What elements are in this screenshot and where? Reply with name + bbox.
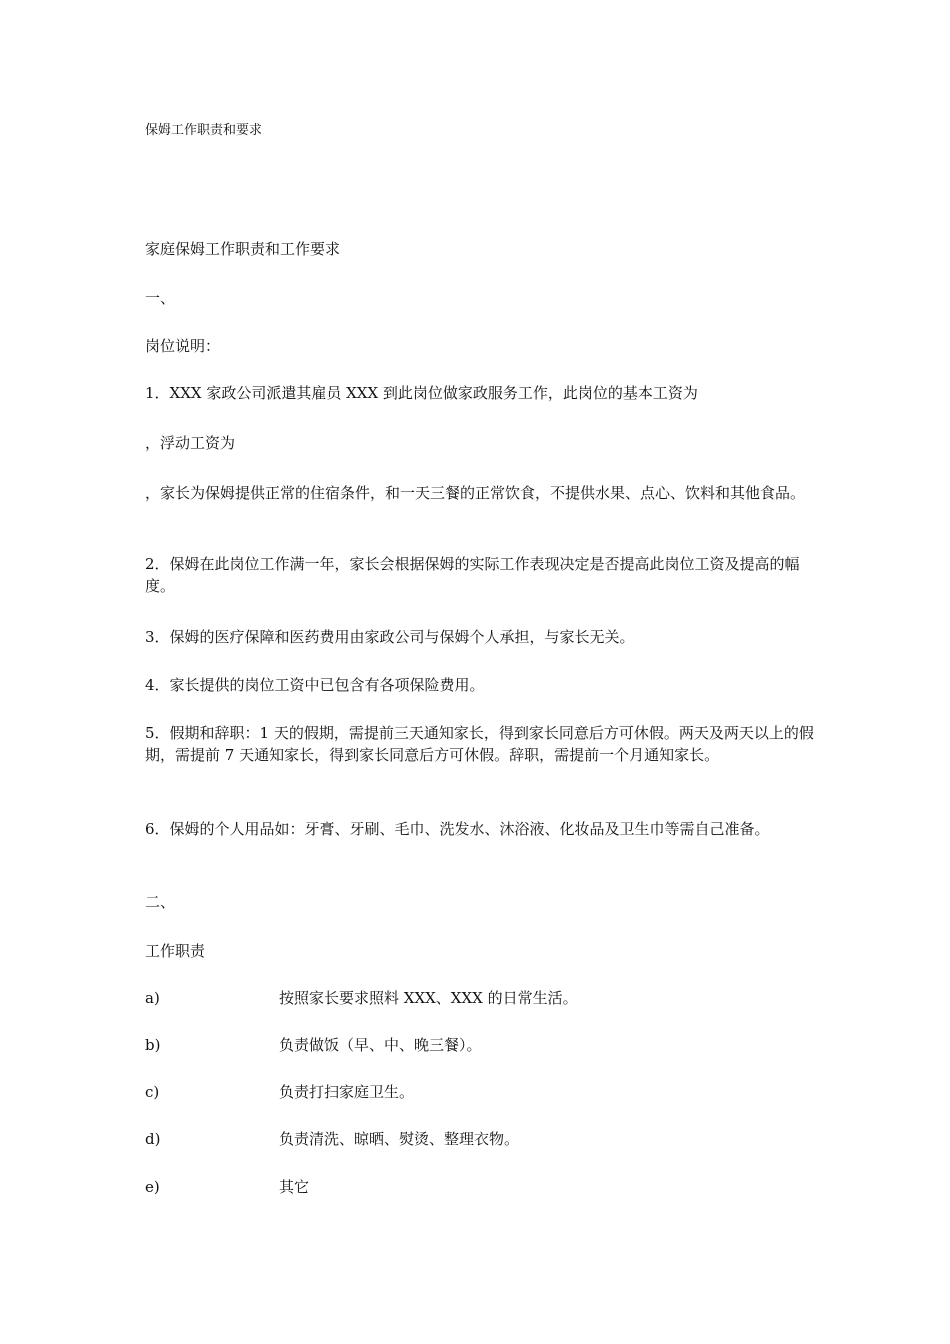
document-heading: 家庭保姆工作职责和工作要求 bbox=[145, 240, 341, 258]
paragraph-1-cont-b: ，家长为保姆提供正常的住宿条件，和一天三餐的正常饮食，不提供水果、点心、饮料和其他食品。 bbox=[145, 484, 806, 502]
duty-text: 负责清洗、晾晒、熨烫、整理衣物。 bbox=[279, 1130, 520, 1148]
paragraph-5: 5．假期和辞职：1 天的假期，需提前三天通知家长，得到家长同意后方可休假。两天及两天以上的假期，需提前 7 天通知家长，得到家长同意后方可休假。辞职，需提前一个月通知家长。 bbox=[145, 724, 814, 764]
duty-marker: c) bbox=[145, 1083, 160, 1101]
duty-text: 其它 bbox=[279, 1178, 310, 1196]
section-title-2: 工作职责 bbox=[145, 942, 206, 960]
section-number-2: 二、 bbox=[145, 893, 176, 911]
duty-marker: e) bbox=[145, 1178, 160, 1196]
duty-text: 按照家长要求照料 XXX、XXX 的日常生活。 bbox=[279, 989, 578, 1007]
paragraph-2: 2．保姆在此岗位工作满一年，家长会根据保姆的实际工作表现决定是否提高此岗位工资及提高的幅度。 bbox=[145, 555, 800, 595]
section-number-1: 一、 bbox=[145, 289, 176, 307]
paragraph-4: 4．家长提供的岗位工资中已包含有各项保险费用。 bbox=[145, 676, 485, 694]
paragraph-1-cont-a: ，浮动工资为 bbox=[145, 434, 236, 452]
paragraph-1: 1．XXX 家政公司派遣其雇员 XXX 到此岗位做家政服务工作，此岗位的基本工资为 bbox=[145, 384, 698, 402]
section-title-1: 岗位说明： bbox=[145, 337, 221, 355]
duty-text: 负责打扫家庭卫生。 bbox=[279, 1083, 415, 1101]
duty-marker: b) bbox=[145, 1036, 161, 1054]
paragraph-6: 6．保姆的个人用品如：牙膏、牙刷、毛巾、洗发水、沐浴液、化妆品及卫生巾等需自己准备。 bbox=[145, 820, 770, 838]
paragraph-3: 3．保姆的医疗保障和医药费用由家政公司与保姆个人承担，与家长无关。 bbox=[145, 628, 635, 646]
document-title: 保姆工作职责和要求 bbox=[145, 123, 263, 138]
duty-marker: a) bbox=[145, 989, 160, 1007]
duty-text: 负责做饭（早、中、晚三餐）。 bbox=[279, 1036, 482, 1054]
duty-marker: d) bbox=[145, 1130, 161, 1148]
